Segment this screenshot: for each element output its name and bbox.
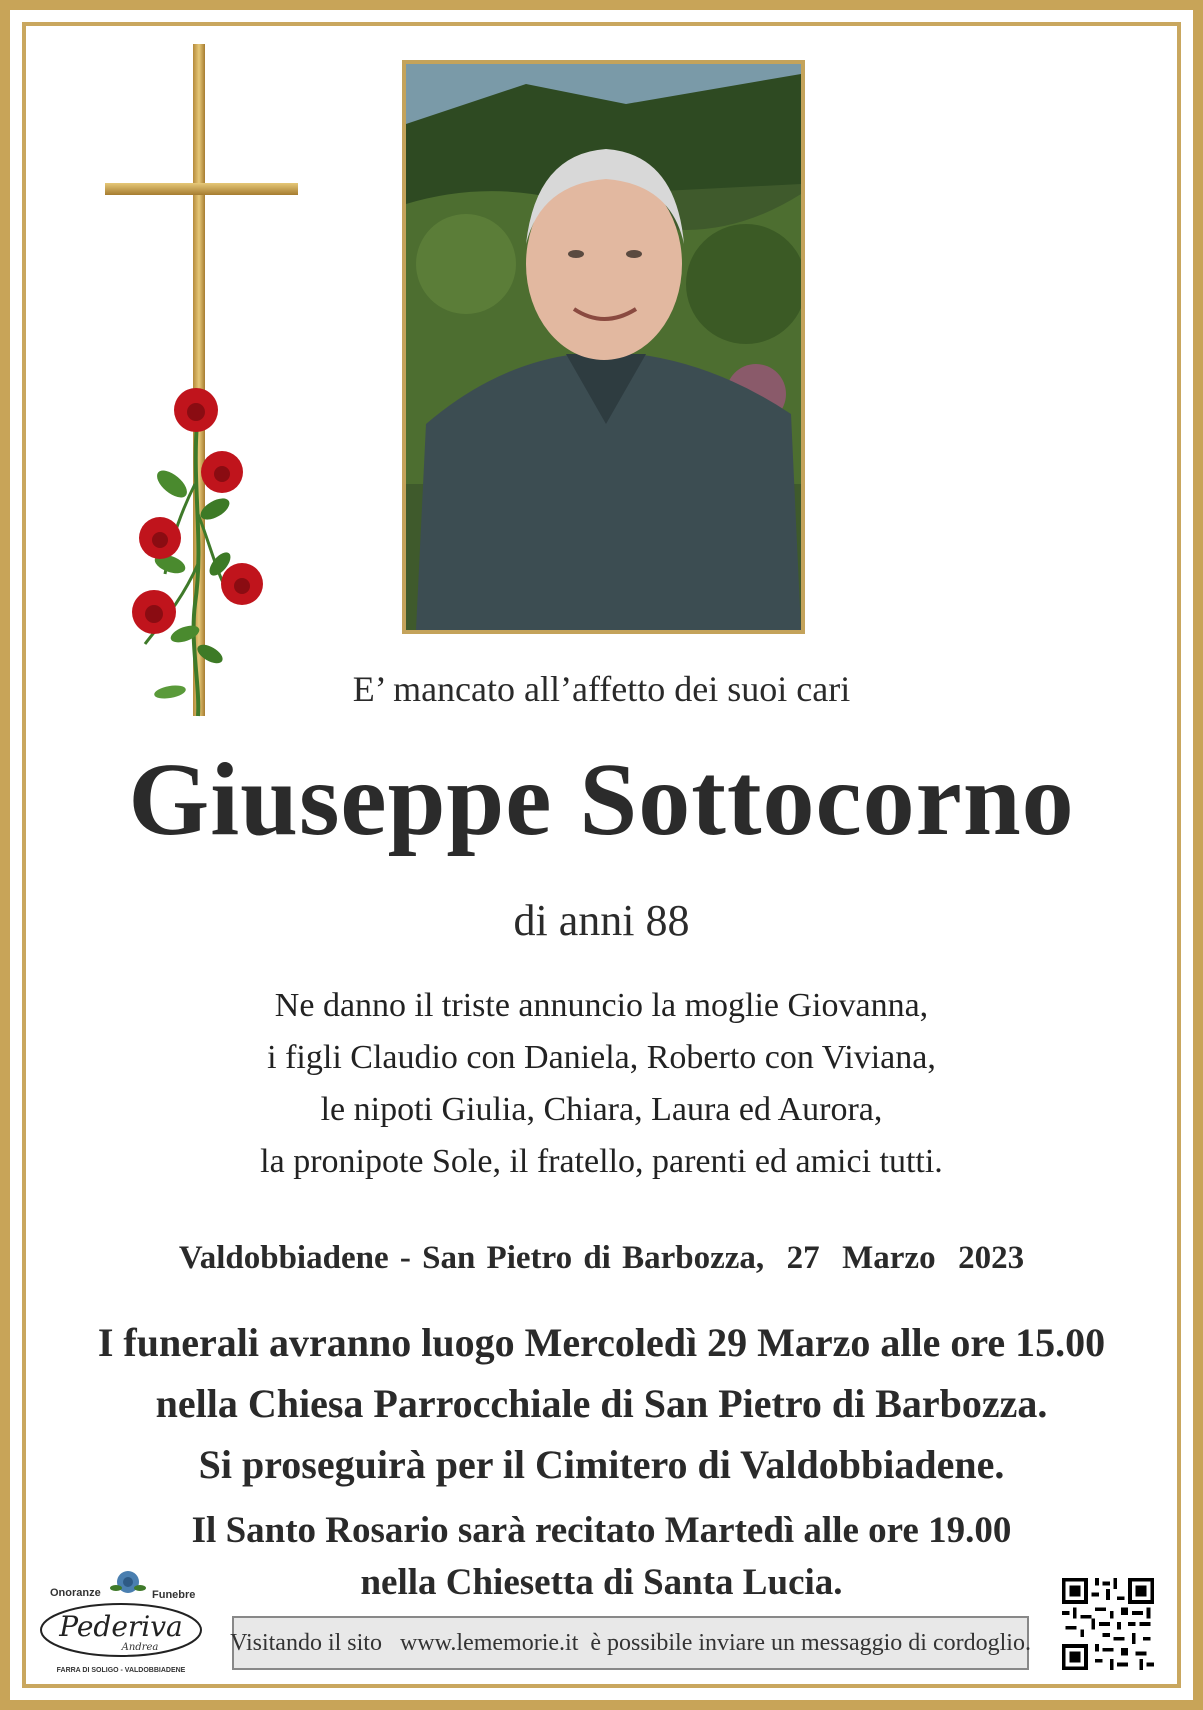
funeral-line: Si proseguirà per il Cimitero di Valdobbiadene. — [198, 1442, 1005, 1487]
logo-brand: Pederiva — [59, 1610, 183, 1643]
qr-code-icon[interactable] — [1062, 1578, 1154, 1670]
place-and-date: Valdobbiadene - San Pietro di Barbozza, 27 Marzo 2023 — [178, 1240, 1025, 1276]
family-line: la pronipote Sole, il fratello, parenti ed amici tutti. — [260, 1143, 943, 1180]
portrait-image — [406, 64, 801, 630]
family-announcement — [0, 980, 1203, 1188]
logo-location: FARRA DI SOLIGO - VALDOBBIADENE — [56, 1667, 186, 1674]
rose-icon — [110, 1571, 146, 1593]
family-line: Ne danno il triste annuncio la moglie Giovanna, — [274, 987, 929, 1024]
logo-word-right: Funebre — [152, 1589, 196, 1601]
deceased-age: di anni 88 — [513, 896, 690, 945]
portrait-photo — [402, 60, 805, 634]
family-line: le nipoti Giulia, Chiara, Laura ed Aurora, — [320, 1091, 883, 1128]
deceased-name: Giuseppe Sottocorno — [128, 742, 1075, 857]
condolence-text: Visitando il sito www.lememorie.it è possibile inviare un messaggio di cordoglio. — [230, 1629, 1031, 1656]
logo-brand-sub: Andrea — [121, 1642, 159, 1653]
logo-word-left: Onoranze — [50, 1587, 101, 1599]
funeral-line: nella Chiesa Parrocchiale di San Pietro di Barbozza. — [155, 1381, 1048, 1426]
intro-text: E’ mancato all’affetto dei suoi cari — [352, 669, 851, 709]
funeral-home-logo — [36, 1568, 206, 1678]
cross-with-roses-icon — [100, 44, 300, 720]
rosary-line: Il Santo Rosario sarà recitato Martedì alle ore 19.00 — [191, 1510, 1012, 1551]
funeral-line: I funerali avranno luogo Mercoledì 29 Marzo alle ore 15.00 — [97, 1320, 1106, 1365]
rosary-line: nella Chiesetta di Santa Lucia. — [360, 1562, 843, 1603]
family-line: i figli Claudio con Daniela, Roberto con Viviana, — [267, 1039, 936, 1076]
funeral-details — [0, 1312, 1203, 1495]
condolence-footer — [232, 1616, 1029, 1670]
